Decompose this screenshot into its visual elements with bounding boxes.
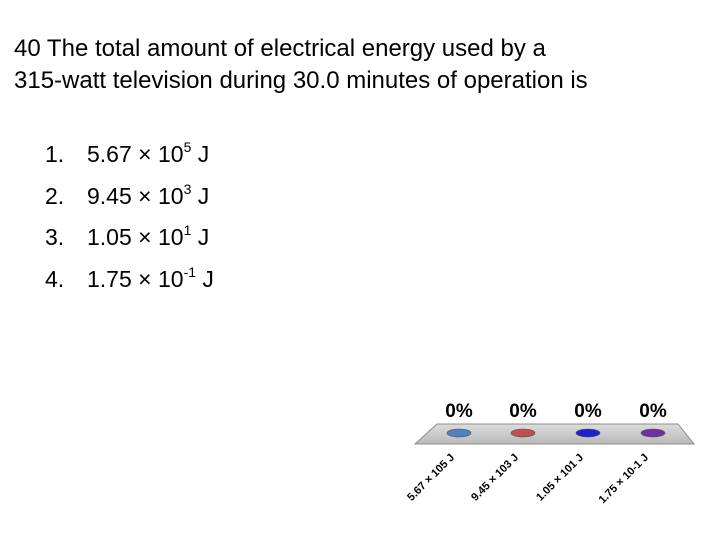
chart-data-label: 0% bbox=[639, 401, 667, 422]
chart-data-label: 0% bbox=[574, 401, 602, 422]
option-number: 4. bbox=[45, 265, 65, 292]
option-mantissa: 1.75 × 10 bbox=[87, 265, 184, 292]
chart-bar-4 bbox=[641, 429, 665, 437]
chart-bar-1 bbox=[447, 429, 471, 437]
chart-bar-2 bbox=[511, 429, 535, 437]
option-unit: J bbox=[191, 141, 210, 167]
option-exponent: -1 bbox=[183, 263, 197, 280]
chart-data-label: 0% bbox=[509, 401, 537, 422]
option-mantissa: 1.05 × 10 bbox=[87, 224, 184, 250]
option-number: 1. bbox=[45, 141, 65, 167]
option-exponent: 3 bbox=[183, 180, 192, 197]
chart-category-label: 5.67 × 105 J bbox=[405, 451, 458, 504]
option-exponent: 5 bbox=[183, 139, 192, 155]
chart-category-label: 1.75 × 10-1 J bbox=[596, 451, 652, 507]
option-mantissa: 9.45 × 10 bbox=[87, 182, 184, 209]
chart-category-label: 9.45 × 103 J bbox=[469, 451, 522, 504]
option-unit: J bbox=[191, 182, 210, 209]
question-line-1: 40 The total amount of electrical energy used by a bbox=[14, 35, 546, 62]
chart-category-label: 1.05 × 101 J bbox=[534, 451, 587, 504]
option-number: 2. bbox=[45, 182, 65, 209]
chart-bar-3 bbox=[576, 429, 600, 437]
option-exponent: 1 bbox=[183, 222, 192, 238]
chart-data-label: 0% bbox=[445, 401, 473, 422]
option-mantissa: 5.67 × 10 bbox=[87, 141, 184, 167]
option-number: 3. bbox=[45, 224, 65, 250]
option-unit: J bbox=[196, 265, 214, 292]
option-unit: J bbox=[191, 224, 210, 250]
question-line-2: 315-watt television during 30.0 minutes of operation is bbox=[14, 67, 588, 94]
